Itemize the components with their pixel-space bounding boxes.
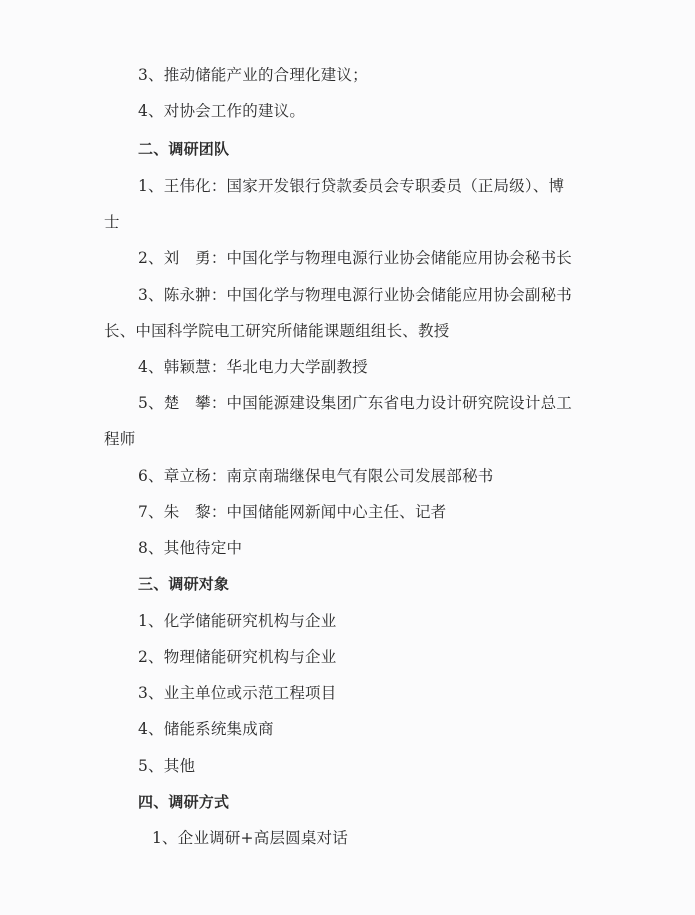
text-line: 4、韩颖慧：华北电力大学副教授	[138, 358, 368, 376]
section-heading: 四、调研方式	[138, 793, 230, 811]
text-line: 士	[104, 213, 120, 231]
text-line: 1、企业调研+高层圆桌对话	[152, 829, 348, 847]
text-line: 6、章立杨：南京南瑞继保电气有限公司发展部秘书	[138, 467, 494, 485]
text-line: 4、对协会工作的建议。	[138, 102, 306, 120]
text-line: 1、王伟化：国家开发银行贷款委员会专职委员（正局级）、博	[138, 177, 565, 195]
text-line: 3、业主单位或示范工程项目	[138, 684, 337, 702]
text-line: 程师	[104, 430, 136, 448]
text-line: 2、物理储能研究机构与企业	[138, 648, 337, 666]
text-line: 3、陈永翀：中国化学与物理电源行业协会储能应用协会副秘书	[138, 286, 572, 304]
text-line: 5、楚 攀：中国能源建设集团广东省电力设计研究院设计总工	[138, 394, 572, 412]
text-line: 长、中国科学院电工研究所储能课题组组长、教授	[104, 322, 450, 340]
section-heading: 三、调研对象	[138, 575, 230, 593]
text-line: 4、储能系统集成商	[138, 720, 274, 738]
text-line: 1、化学储能研究机构与企业	[138, 612, 337, 630]
text-line: 2、刘 勇：中国化学与物理电源行业协会储能应用协会秘书长	[138, 249, 572, 267]
section-heading: 二、调研团队	[138, 140, 230, 158]
text-line: 7、朱 黎：中国储能网新闻中心主任、记者	[138, 503, 447, 521]
text-line: 5、其他	[138, 757, 196, 775]
text-line: 3、推动储能产业的合理化建议；	[138, 66, 368, 84]
text-line: 8、其他待定中	[138, 539, 243, 557]
